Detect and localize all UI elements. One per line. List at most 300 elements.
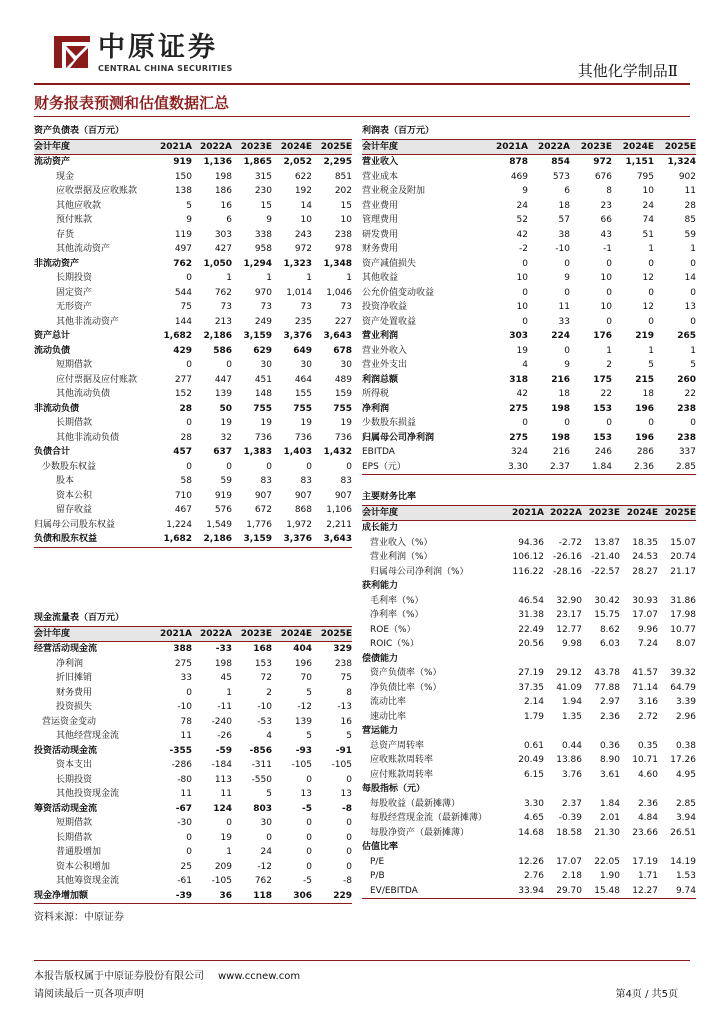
- cell-value: 755: [253, 403, 272, 414]
- cell-value: 73: [300, 302, 312, 312]
- row-label: 其他流动资产: [56, 244, 111, 254]
- cell-value: 3,159: [232, 532, 272, 547]
- row-label: 所得税: [362, 389, 390, 399]
- cash-flow-table: [34, 611, 352, 904]
- row-label: 营运资金变动: [42, 716, 97, 727]
- table-row: [362, 536, 696, 551]
- cell-value: -12: [297, 702, 312, 712]
- row-label: 每股指标（元）: [362, 784, 426, 794]
- cell-value: 10: [600, 302, 612, 312]
- column-header: 会计年度: [34, 139, 152, 155]
- source-note: 资料来源：中原证券: [34, 912, 124, 923]
- cell-value: [658, 840, 696, 855]
- row-label: 营业利润（%）: [370, 552, 433, 562]
- cell-value: 0: [522, 287, 528, 298]
- cell-value: 14: [300, 200, 312, 211]
- cell-value: 0: [648, 418, 654, 428]
- cell-value: 457: [173, 447, 192, 457]
- cell-value: 9: [564, 273, 570, 283]
- row-label: 营业外收入: [362, 345, 408, 356]
- cell-value: 8.90: [599, 755, 620, 765]
- logo-icon: [52, 34, 92, 70]
- table-row: [362, 579, 696, 594]
- cell-value: 13: [300, 789, 312, 799]
- website-link[interactable]: www.ccnew.com: [218, 971, 301, 982]
- cell-value: 2.72: [637, 711, 658, 722]
- table-row: [362, 344, 696, 359]
- cell-value: 39.32: [670, 668, 696, 678]
- row-label: 经营活动现金流: [34, 644, 98, 654]
- cell-value: [544, 521, 582, 536]
- cell-value: -2.72: [558, 537, 582, 548]
- table-row: [362, 286, 696, 301]
- cell-value: 1,865: [243, 157, 272, 167]
- table-row: [362, 460, 696, 475]
- cell-value: [620, 652, 658, 667]
- row-label: 投资活动现金流: [34, 745, 98, 756]
- table-caption: 主要财务比率: [362, 490, 696, 505]
- cell-value: 2.18: [561, 871, 582, 881]
- cell-value: 0: [522, 418, 528, 428]
- cell-value: [620, 521, 658, 536]
- table-row: [362, 884, 696, 899]
- cell-value: 139: [214, 389, 232, 399]
- cell-value: 902: [678, 171, 696, 182]
- cell-value: 851: [334, 171, 352, 182]
- column-header: 2021A: [152, 139, 192, 155]
- row-label: 资产处置收益: [362, 316, 417, 327]
- cell-value: 23.17: [556, 610, 582, 620]
- balance-sheet-table: [34, 124, 352, 548]
- table-row: [362, 811, 696, 826]
- cell-value: [658, 521, 696, 536]
- table-row: [34, 700, 352, 715]
- table-row: [362, 724, 696, 739]
- table-row: [34, 387, 352, 402]
- cell-value: 229: [312, 889, 352, 904]
- cell-value: 0: [564, 418, 570, 428]
- cell-value: 5: [266, 789, 272, 799]
- table-row: [34, 845, 352, 860]
- cell-value: 1,549: [206, 519, 232, 530]
- row-label: 估值比率: [362, 842, 399, 852]
- table-caption: 利润表（百万元）: [362, 124, 696, 139]
- cell-value: 0: [346, 861, 352, 872]
- cell-value: 6.15: [523, 769, 544, 780]
- cell-value: -93: [295, 745, 312, 756]
- column-header: 会计年度: [362, 139, 486, 155]
- table-row: [34, 228, 352, 243]
- cell-value: 854: [551, 157, 570, 167]
- row-label: 利润总额: [362, 374, 399, 385]
- section-divider: [34, 116, 690, 117]
- cell-value: 0: [266, 461, 272, 472]
- cell-value: 18.58: [556, 827, 582, 838]
- cell-value: -240: [211, 716, 232, 727]
- cell-value: 9: [266, 215, 272, 225]
- cell-value: -184: [211, 760, 232, 770]
- cell-value: 75: [340, 673, 352, 683]
- column-header: 2024E: [272, 626, 312, 642]
- row-label: 速动比率: [370, 711, 407, 722]
- row-label: 投资损失: [56, 702, 93, 712]
- cell-value: 427: [214, 244, 232, 254]
- table-row: [362, 387, 696, 402]
- table-row: [34, 329, 352, 344]
- cell-value: 0.35: [637, 740, 658, 751]
- cell-value: 138: [174, 186, 192, 196]
- table-row: [362, 170, 696, 185]
- cell-value: 1.94: [561, 697, 582, 707]
- cell-value: 0: [306, 818, 312, 828]
- table-row: [34, 802, 352, 817]
- cell-value: 0: [186, 832, 192, 843]
- cell-value: 4.60: [637, 769, 658, 780]
- disclaimer-note: 请阅读最后一页各项声明: [34, 989, 144, 1000]
- cell-value: 1: [648, 244, 654, 254]
- cell-value: 1,050: [203, 258, 232, 269]
- table-row: [34, 358, 352, 373]
- row-label: 其他流动负债: [56, 389, 111, 399]
- cell-value: 1.84: [570, 460, 612, 475]
- cell-value: 73: [260, 302, 272, 312]
- table-row: [34, 242, 352, 257]
- cell-value: 0: [346, 832, 352, 843]
- cell-value: 150: [174, 171, 192, 182]
- cell-value: 277: [174, 374, 192, 385]
- cell-value: 0: [306, 461, 312, 472]
- table-row: [362, 681, 696, 696]
- row-label: 每股经营现金流（最新摊薄）: [370, 813, 488, 823]
- cell-value: 17.19: [632, 856, 658, 867]
- cell-value: -80: [177, 774, 192, 785]
- cell-value: 30: [260, 360, 272, 370]
- table-row: [34, 889, 352, 904]
- table-row: [34, 518, 352, 533]
- row-label: 预付账款: [56, 215, 93, 225]
- table-row: [362, 300, 696, 315]
- cell-value: -1: [603, 244, 612, 254]
- table-header-row: [34, 139, 352, 155]
- cell-value: 243: [294, 229, 312, 240]
- cell-value: -13: [337, 702, 352, 712]
- cell-value: 155: [294, 389, 312, 399]
- row-label: 归属母公司净利润: [362, 432, 435, 443]
- row-label: 净利润: [56, 658, 84, 669]
- cell-value: 3.61: [599, 769, 620, 780]
- table-row: [34, 460, 352, 475]
- cell-value: 12: [642, 302, 654, 312]
- cell-value: 106.12: [512, 552, 544, 562]
- table-row: [34, 671, 352, 686]
- cell-value: 196: [294, 658, 312, 669]
- cell-value: 31.86: [670, 595, 696, 606]
- cell-value: 28.27: [632, 566, 658, 577]
- column-header: 2022A: [192, 139, 232, 155]
- cell-value: 275: [509, 403, 528, 414]
- cell-value: 2.01: [599, 813, 620, 823]
- cell-value: 24: [516, 200, 528, 211]
- cell-value: 803: [253, 803, 272, 814]
- row-label: 长期投资: [56, 774, 93, 785]
- cell-value: 337: [678, 447, 696, 457]
- cell-value: 4: [522, 360, 528, 370]
- cell-value: 0: [648, 316, 654, 327]
- cell-value: 2: [266, 687, 272, 698]
- cell-value: 8: [606, 186, 612, 196]
- column-header: 会计年度: [34, 626, 152, 642]
- table-row: [34, 416, 352, 431]
- cell-value: 1: [266, 273, 272, 283]
- cell-value: 0.44: [561, 740, 582, 751]
- row-label: 获利能力: [362, 581, 399, 591]
- cell-value: 5: [690, 360, 696, 370]
- table-row: [362, 521, 696, 536]
- cell-value: 0: [226, 818, 232, 828]
- cell-value: 1,151: [625, 157, 654, 167]
- cell-value: 10: [600, 273, 612, 283]
- column-header: 2022A: [528, 139, 570, 155]
- table-row: [362, 710, 696, 725]
- cell-value: 9.96: [637, 624, 658, 635]
- cell-value: 1,324: [667, 157, 696, 167]
- table-row: [362, 768, 696, 783]
- cell-value: 586: [213, 345, 232, 356]
- cell-value: -53: [257, 716, 272, 727]
- row-label: 少数股东损益: [362, 418, 417, 428]
- row-label: 成长能力: [362, 523, 399, 533]
- row-label: 财务费用: [56, 687, 93, 698]
- table-row: [362, 228, 696, 243]
- cell-value: 224: [551, 331, 570, 341]
- row-label: 长期借款: [56, 832, 93, 843]
- cell-value: 429: [173, 345, 192, 356]
- row-label: 营业税金及附加: [362, 186, 426, 196]
- cell-value: 1.90: [599, 871, 620, 881]
- cell-value: 1: [690, 345, 696, 356]
- cell-value: 464: [294, 374, 312, 385]
- cell-value: -67: [175, 803, 192, 814]
- cell-value: 42: [516, 389, 528, 399]
- cell-value: 447: [214, 374, 232, 385]
- table-row: [362, 315, 696, 330]
- cell-value: 58: [180, 476, 192, 486]
- table-row: [34, 489, 352, 504]
- table-header-row: [34, 626, 352, 642]
- logo-text-en: CENTRAL CHINA SECURITIES: [98, 64, 233, 73]
- cell-value: 3.30: [523, 798, 544, 809]
- cell-value: 637: [213, 447, 232, 457]
- cell-value: 1,383: [243, 447, 272, 457]
- table-row: [34, 744, 352, 759]
- column-header: 2021A: [506, 505, 544, 521]
- cell-value: 907: [294, 490, 312, 501]
- cell-value: 19: [516, 345, 528, 356]
- cell-value: 14: [684, 273, 696, 283]
- cell-value: 124: [213, 803, 232, 814]
- cell-value: 0: [690, 418, 696, 428]
- cell-value: 324: [510, 447, 528, 457]
- cell-value: 1,682: [152, 532, 192, 547]
- cell-value: 153: [593, 403, 612, 414]
- cell-value: 18: [558, 389, 570, 399]
- row-label: 留存收益: [56, 505, 93, 515]
- cell-value: 246: [594, 447, 612, 457]
- row-label: EV/EBITDA: [362, 884, 506, 899]
- table-row: [362, 695, 696, 710]
- cell-value: 21.30: [594, 827, 620, 838]
- cell-value: 0: [346, 774, 352, 785]
- table-row: [34, 532, 352, 547]
- cell-value: 196: [635, 432, 654, 443]
- row-label: 非流动负债: [34, 403, 80, 414]
- cell-value: 1,224: [166, 519, 192, 530]
- row-label: 资本支出: [56, 760, 93, 770]
- cell-value: 10: [340, 215, 352, 225]
- cell-value: 83: [300, 476, 312, 486]
- cell-value: 118: [232, 889, 272, 904]
- column-header: 2023E: [232, 626, 272, 642]
- cell-value: [544, 652, 582, 667]
- cell-value: -12: [257, 861, 272, 872]
- cell-value: 72: [260, 673, 272, 683]
- cell-value: 907: [254, 490, 272, 501]
- row-label: 净负债比率（%）: [370, 682, 442, 693]
- cell-value: -21.40: [590, 552, 620, 562]
- cell-value: 20.49: [518, 755, 544, 765]
- cell-value: 30: [260, 818, 272, 828]
- cell-value: 215: [635, 374, 654, 385]
- column-header: 2021A: [152, 626, 192, 642]
- row-label: 短期借款: [56, 360, 93, 370]
- table-row: [362, 594, 696, 609]
- cell-value: 275: [174, 658, 192, 669]
- row-label: 毛利率（%）: [370, 595, 424, 606]
- row-label: 投资净收益: [362, 302, 408, 312]
- cell-value: 2,295: [323, 157, 352, 167]
- cell-value: -11: [217, 702, 232, 712]
- cell-value: 1,136: [203, 157, 232, 167]
- cell-value: 249: [254, 316, 272, 327]
- cell-value: 972: [294, 244, 312, 254]
- cell-value: [506, 579, 544, 594]
- row-label: 净利率（%）: [370, 610, 424, 620]
- row-label: 现金: [56, 171, 75, 182]
- cell-value: 0: [522, 258, 528, 269]
- cell-value: 139: [294, 716, 312, 727]
- cell-value: 198: [214, 658, 232, 669]
- cell-value: 29.70: [544, 884, 582, 899]
- cell-value: 0: [186, 847, 192, 857]
- cell-value: 919: [214, 490, 232, 501]
- cell-value: 23.66: [632, 827, 658, 838]
- cell-value: -39: [152, 889, 192, 904]
- cell-value: 2.36: [599, 711, 620, 722]
- cell-value: 64.79: [670, 682, 696, 693]
- cell-value: [506, 840, 544, 855]
- cell-value: 649: [293, 345, 312, 356]
- table-row: [362, 855, 696, 870]
- cell-value: 0: [306, 832, 312, 843]
- cell-value: 1,682: [163, 331, 192, 341]
- table-row: [34, 155, 352, 170]
- cell-value: 153: [593, 432, 612, 443]
- cell-value: 10: [516, 302, 528, 312]
- table-row: [34, 271, 352, 286]
- cell-value: 573: [552, 171, 570, 182]
- cell-value: 1: [226, 687, 232, 698]
- cell-value: 8: [346, 687, 352, 698]
- cell-value: 762: [214, 287, 232, 298]
- cell-value: 57: [558, 215, 570, 225]
- table-row: [34, 831, 352, 846]
- footer-divider: [34, 960, 690, 961]
- cell-value: 209: [214, 861, 232, 872]
- cell-value: 235: [294, 316, 312, 327]
- cell-value: 978: [334, 244, 352, 254]
- cell-value: 85: [684, 215, 696, 225]
- cell-value: 24.53: [632, 552, 658, 562]
- cell-value: 576: [214, 505, 232, 515]
- cell-value: 676: [594, 171, 612, 182]
- cell-value: 12.77: [556, 624, 582, 635]
- cell-value: 2.96: [675, 711, 696, 722]
- cell-value: 20.56: [518, 639, 544, 649]
- cell-value: 8.07: [675, 639, 696, 649]
- cell-value: 0: [564, 345, 570, 356]
- cell-value: 1: [346, 273, 352, 283]
- table-row: [34, 657, 352, 672]
- cell-value: 59: [684, 229, 696, 240]
- table-row: [34, 431, 352, 446]
- cell-value: 28: [180, 432, 192, 443]
- table-caption-row: [362, 490, 696, 505]
- row-label: 其他收益: [362, 273, 399, 283]
- row-label: P/E: [370, 856, 385, 867]
- row-label: 固定资产: [56, 287, 93, 298]
- cell-value: [544, 724, 582, 739]
- cell-value: 11: [180, 789, 192, 799]
- cell-value: 736: [254, 432, 272, 443]
- table-row: [362, 358, 696, 373]
- row-label: 非流动资产: [34, 258, 80, 269]
- cell-value: [582, 724, 620, 739]
- row-label: 其他非流动负债: [56, 432, 120, 443]
- cell-value: 21.17: [670, 566, 696, 577]
- cell-value: -91: [335, 745, 352, 756]
- cell-value: 3,643: [312, 532, 352, 547]
- cell-value: 0.36: [599, 740, 620, 751]
- cell-value: 0: [186, 461, 192, 472]
- cell-value: 10.71: [632, 755, 658, 765]
- cell-value: 16: [220, 200, 232, 211]
- table-row: [34, 286, 352, 301]
- cell-value: 672: [254, 505, 272, 515]
- cell-value: 59: [220, 476, 232, 486]
- cell-value: 0: [606, 258, 612, 269]
- cell-value: -26.16: [552, 552, 582, 562]
- cell-value: 0: [226, 360, 232, 370]
- column-header: 2025E: [312, 626, 352, 642]
- cell-value: 1,294: [243, 258, 272, 269]
- cell-value: 12.26: [518, 856, 544, 867]
- cell-value: 13: [340, 789, 352, 799]
- industry-title: 其他化学制品Ⅱ: [577, 62, 678, 80]
- row-label: P/B: [370, 871, 385, 881]
- table-row: [362, 184, 696, 199]
- table-row: [34, 729, 352, 744]
- row-label: 净利润: [362, 403, 390, 414]
